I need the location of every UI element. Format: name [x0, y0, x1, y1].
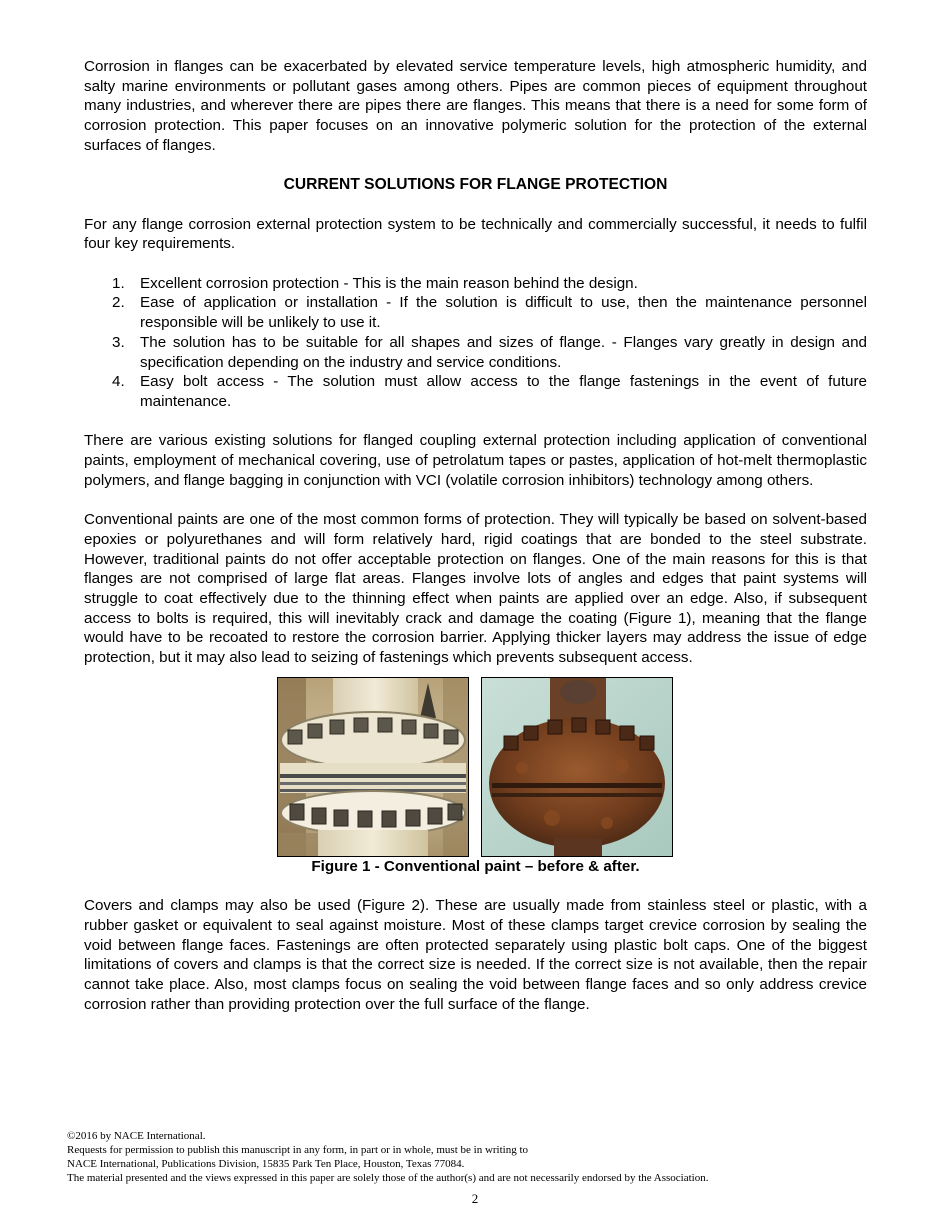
footer-line: Requests for permission to publish this manuscript in any form, in part or in whole, must be in writing to: [67, 1144, 529, 1156]
page-number: 2: [471, 1191, 479, 1206]
list-item: 3. The solution has to be suitable for all shapes and sizes of flange. - Flanges vary greatly in design and specification depending on the industry and service conditions.: [112, 333, 867, 371]
figure-1-caption: Figure 1 - Conventional paint – before & after.: [311, 857, 640, 875]
covers-paragraph: Covers and clamps may also be used (Figure 2). These are usually made from stainless steel or plastic, with a rubber gasket or equivalent to seal against moisture. Most of these clamps target crevice corrosion by sealing the void between flange faces. Fastenings are often protected separately using plastic bolt caps. One of the biggest limitations of covers and clamps is that the correct size is needed. If the correct size is not available, then the repair cannot take place. Also, most clamps focus on sealing the void between flange faces and so only address crevice corrosion rather than providing protection over the full surface of the flange.: [84, 897, 867, 1013]
requirements-list: [84, 274, 867, 412]
figure-1-after-photo: [481, 677, 673, 857]
footer-line: NACE International, Publications Division, 15835 Park Ten Place, Houston, Texas 77084.: [67, 1158, 465, 1170]
copyright-footer: [67, 1129, 887, 1185]
footer-line: ©2016 by NACE International.: [67, 1130, 206, 1142]
list-item: 4. Easy bolt access - The solution must allow access to the flange fastenings in the event of future maintenance.: [112, 373, 867, 410]
list-item: 2. Ease of application or installation - If the solution is difficult to use, then the maintenance personnel responsible will be unlikely to use it.: [112, 294, 867, 332]
existing-solutions-paragraph: There are various existing solutions for flanged coupling external protection including application of conventional paints, employment of mechanical covering, use of petrolatum tapes or pastes, application of hot-melt thermoplastic polymers, and flange bagging in conjunction with VCI (volatile corrosion inhibitors) technology among others.: [84, 432, 867, 489]
list-item: 1. Excellent corrosion protection - This is the main reason behind the design.: [112, 274, 638, 292]
intro-paragraph: Corrosion in flanges can be exacerbated by elevated service temperature levels, high atmospheric humidity, and salty marine environments or pollutant gases among others. Pipes are common pieces of equipment throughout many industries, and wherever there are pipes there are flanges. This means that there is a need for some form of corrosion protection. This paper focuses on an innovative polymeric solution for the protection of the external surfaces of flanges.: [84, 58, 867, 154]
section-heading: CURRENT SOLUTIONS FOR FLANGE PROTECTION: [283, 176, 668, 194]
figure-1: [84, 677, 867, 861]
figure-1-before-photo: [277, 677, 469, 857]
page-body: [84, 57, 867, 1014]
requirements-intro: For any flange corrosion external protection system to be technically and commercially successful, it needs to fulfil four key requirements.: [84, 215, 867, 253]
paints-paragraph: Conventional paints are one of the most common forms of protection. They will typically be based on solvent-based epoxies or polyurethanes and will form relatively hard, rigid coatings that are bonded to the steel substrate. However, traditional paints do not offer acceptable protection on flanges. One of the main reasons for this is that flanges are not comprised of large flat areas. Flanges involve lots of angles and edges that paint systems will struggle to coat effectively due to the thinning effect when paints are applied over an edge. Also, if subsequent access to bolts is required, this will inevitably crack and damage the coating (Figure 1), meaning that the flange would have to be recoated to restore the corrosion barrier. Applying thicker layers may address the issue of edge protection, but it may also lead to seizing of fastenings which prevents subsequent access.: [84, 511, 867, 667]
footer-line: The material presented and the views expressed in this paper are solely those of the author(s) and are not necessarily endorsed by the Association.: [67, 1172, 709, 1184]
